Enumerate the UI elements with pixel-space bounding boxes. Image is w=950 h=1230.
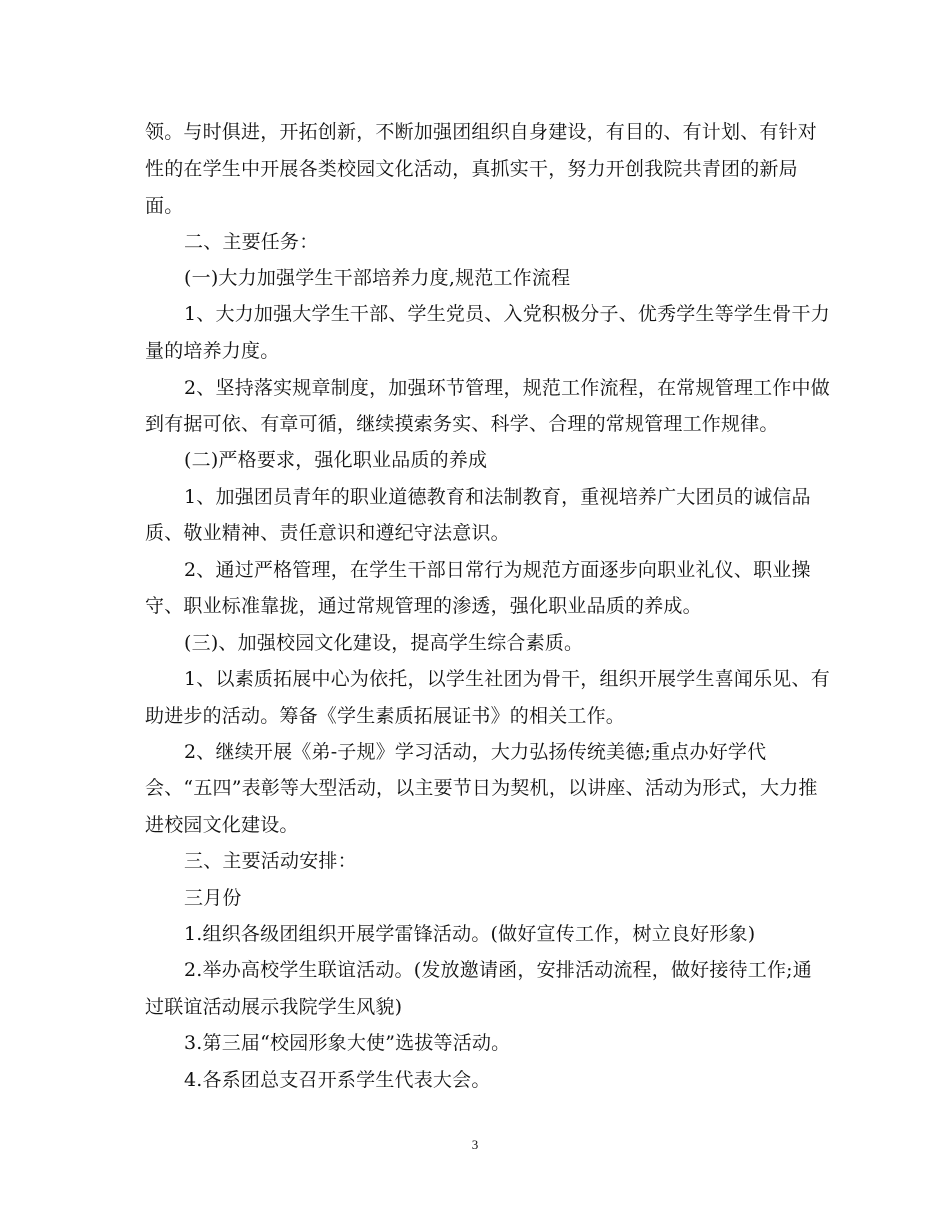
text-line: 到有据可依、有章可循，继续摸索务实、科学、合理的常规管理工作规律。 — [145, 413, 779, 435]
text-line: 2、通过严格管理，在学生干部日常行为规范方面逐步向职业礼仪、职业操 — [184, 559, 811, 581]
list-item: 3.第三届“校园形象大使”选拔等活动。 — [184, 1032, 511, 1054]
section-heading: 三、主要活动安排： — [184, 850, 357, 872]
text-line: 2、坚持落实规章制度，加强环节管理，规范工作流程，在常规管理工作中做 — [184, 377, 830, 399]
text-line: 助进步的活动。筹备《学生素质拓展证书》的相关工作。 — [145, 705, 626, 727]
page-number: 3 — [471, 1137, 479, 1152]
section-heading: 二、主要任务： — [184, 231, 319, 253]
text-line: 量的培养力度。 — [145, 340, 280, 362]
list-item: 4.各系团总支召开系学生代表大会。 — [184, 1069, 491, 1091]
text-line: 1、以素质拓展中心为依托，以学生社团为骨干，组织开展学生喜闻乐见、有 — [184, 668, 830, 690]
text-line: 2、继续开展《弟-子规》学习活动，大力弘扬传统美德;重点办好学代 — [184, 741, 767, 763]
subsection-heading: (三)、加强校园文化建设，提高学生综合素质。 — [184, 632, 584, 654]
subsection-heading: (一)大力加强学生干部培养力度,规范工作流程 — [184, 267, 571, 289]
text-line: 1、加强团员青年的职业道德教育和法制教育，重视培养广大团员的诚信品 — [184, 486, 811, 508]
text-line: 质、敬业精神、责任意识和遵纪守法意识。 — [145, 522, 510, 544]
list-item: 1.组织各级团组织开展学雷锋活动。(做好宣传工作，树立良好形象) — [184, 923, 756, 945]
subsection-heading: (二)严格要求，强化职业品质的养成 — [184, 449, 488, 471]
text-line: 1、大力加强大学生干部、学生党员、入党积极分子、优秀学生等学生骨干力 — [184, 303, 830, 325]
text-line: 会、“五四”表彰等大型活动，以主要节日为契机，以讲座、活动为形式，大力推 — [145, 777, 818, 799]
month-heading: 三月份 — [184, 887, 242, 909]
text-line: 进校园文化建设。 — [145, 814, 299, 836]
text-line: 领。与时俱进，开拓创新，不断加强团组织自身建设，有目的、有计划、有针对 — [145, 121, 818, 143]
text-line: 面。 — [145, 195, 184, 217]
list-item: 2.举办高校学生联谊活动。(发放邀请函，安排活动流程，做好接待工作;通 — [184, 959, 812, 981]
text-line: 守、职业标准靠拢，通过常规管理的渗透，强化职业品质的养成。 — [145, 595, 702, 617]
text-line: 过联谊活动展示我院学生风貌) — [145, 996, 403, 1018]
text-line: 性的在学生中开展各类校园文化活动，真抓实干，努力开创我院共青团的新局 — [145, 158, 798, 180]
